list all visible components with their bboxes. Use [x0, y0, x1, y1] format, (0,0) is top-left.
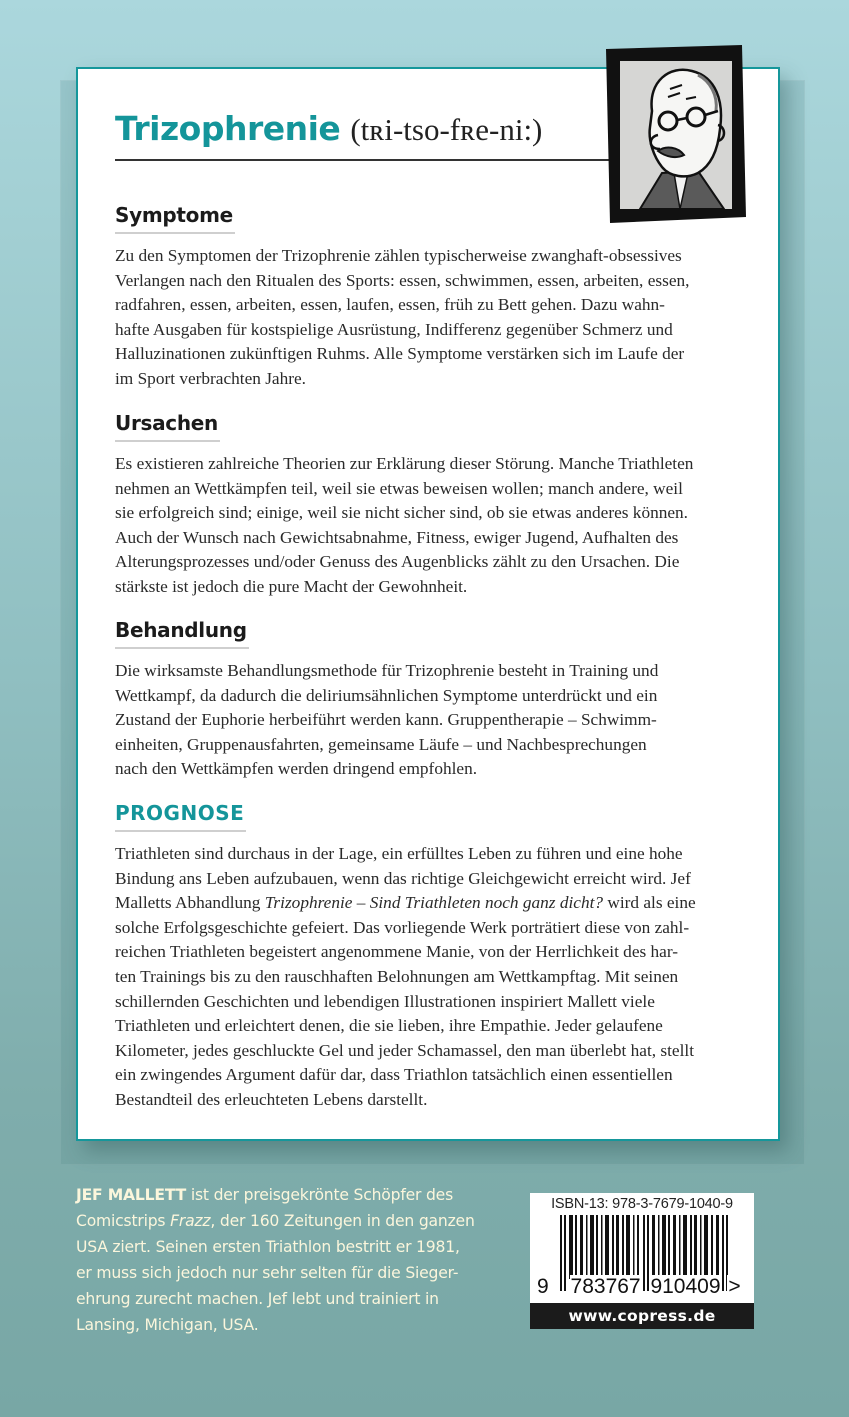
text-line: Zu den Symptomen der Trizophrenie zählen typischerweise zwanghaft-obsessives: [115, 246, 682, 265]
text-line: stärkste ist jedoch die pure Macht der Gewohnheit.: [115, 576, 468, 596]
text-fragment: Malletts Abhandlung: [115, 893, 265, 913]
author-bio: [76, 1183, 496, 1338]
section-heading: Ursachen: [115, 411, 220, 442]
text-line: [76, 1209, 496, 1235]
section-ursachen: [115, 411, 730, 600]
section-heading: Symptome: [115, 203, 235, 234]
text-line: [76, 1183, 496, 1209]
text-line: einheiten, Gruppenausfahrten, gemeinsame Läufe – und Nachbesprechungen: [115, 734, 647, 754]
text-line: [115, 891, 730, 916]
book-title: Trizophrenie – Sind Triathleten noch ganz dicht?: [264, 893, 604, 913]
publisher-url: www.copress.de: [530, 1303, 754, 1329]
text-line: Bindung ans Leben aufzubauen, wenn das richtige Gleichgewicht erreicht wird. Jef: [115, 868, 691, 888]
portrait-illustration-icon: [600, 41, 750, 225]
text-line: nach den Wettkämpfen werden dringend empfohlen.: [115, 759, 478, 779]
text-fragment: Comicstrips: [76, 1211, 171, 1230]
text-line: Wettkampf, da dadurch die deliriumsähnlichen Symptome unterdrückt und ein: [115, 685, 658, 705]
text-fragment: ist der preisgekrönte Schöpfer des: [186, 1186, 453, 1204]
text-line: radfahren, essen, arbeiten, essen, laufen, essen, früh zu Bett gehen. Dazu wahn-: [115, 295, 665, 315]
text-line: Kilometer, jedes geschluckte Gel und jeder Schamassel, den man überlebt hat, stellt: [115, 1040, 695, 1060]
text-line: nehmen an Wettkämpfen teil, weil sie etwas beweisen wollen; manch andere, weil: [115, 478, 683, 498]
text-line: im Sport verbrachten Jahre.: [115, 368, 306, 388]
text-line: sie erfolgreich sind; einige, weil sie nicht sicher sind, ob sie etwas anderes können.: [115, 503, 688, 523]
author-name: JEF MALLETT: [76, 1186, 187, 1204]
text-line: er muss sich jedoch nur sehr selten für die Sieger-: [76, 1263, 459, 1282]
isbn-label: ISBN-13: 978-3-7679-1040-9: [551, 1196, 733, 1212]
text-line: hafte Ausgaben für kostspielige Ausrüstung, Indifferenz gegenüber Schmerz und: [115, 319, 673, 339]
barcode-digit-prefix: 9: [537, 1275, 549, 1298]
text-line: solche Erfolgsgeschichte gefeiert. Das vorliegende Werk porträtiert diese von zahl-: [115, 917, 690, 937]
section-body: [115, 244, 730, 392]
text-line: Auch der Wunsch nach Gewichtsabnahme, Fitness, ewiger Jugend, Aufhalten des: [115, 527, 679, 547]
comic-title: Frazz: [170, 1211, 211, 1230]
text-line: Triathleten und erleichtert denen, die sie lieben, ihre Empathie. Jeder gelaufene: [115, 1016, 663, 1036]
section-behandlung: [115, 618, 730, 782]
section-body: [115, 452, 730, 600]
text-fragment: , der 160 Zeitungen in den ganzen: [210, 1211, 475, 1230]
barcode-digit-end: >: [728, 1275, 741, 1298]
section-heading: Behandlung: [115, 618, 249, 649]
section-body: [115, 842, 730, 1113]
content-card: [76, 67, 780, 1141]
text-fragment: wird als eine: [603, 893, 696, 913]
barcode-digits: [536, 1275, 750, 1299]
text-line: Halluzinationen zukünftigen Ruhms. Alle Symptome verstärken sich im Laufe der: [115, 344, 685, 364]
text-line: ten Trainings bis zu den rauschhaften Belohnungen am Wettkampftag. Mit seinen: [115, 966, 679, 986]
text-line: reichen Triathleten begeistert angenommene Manie, von der Herrlichkeit des har-: [115, 942, 679, 962]
text-line: Alterungsprozesses und/oder Genuss des Augenblicks zählt zu den Ursachen. Die: [115, 552, 680, 572]
text-line: Es existieren zahlreiche Theorien zur Erklärung dieser Störung. Manche Triathleten: [115, 454, 694, 473]
text-line: Triathleten sind durchaus in der Lage, ein erfülltes Leben zu führen und eine hohe: [115, 844, 683, 863]
section-body: [115, 659, 730, 782]
text-line: Lansing, Michigan, USA.: [76, 1315, 259, 1334]
text-line: Die wirksamste Behandlungsmethode für Trizophrenie besteht in Training und: [115, 661, 659, 680]
barcode-digit-group: 910409: [650, 1275, 721, 1298]
section-heading: PROGNOSE: [115, 801, 246, 832]
title-divider: [115, 159, 609, 161]
text-line: Verlangen nach den Ritualen des Sports: essen, schwimmen, essen, arbeiten, essen,: [115, 270, 690, 290]
text-line: schillernden Geschichten und lebendigen Illustrationen inspiriert Mallett viele: [115, 991, 655, 1011]
title-word: Trizophrenie: [115, 109, 341, 148]
isbn-barcode: [530, 1193, 754, 1329]
text-line: Bestandteil des erleuchteten Lebens darstellt.: [115, 1089, 428, 1109]
section-symptome: [115, 203, 730, 392]
barcode-digit-group: 783767: [570, 1275, 641, 1298]
text-line: USA ziert. Seinen ersten Triathlon bestritt er 1981,: [76, 1237, 460, 1256]
text-line: ehrung zurecht machen. Jef lebt und trainiert in: [76, 1289, 439, 1308]
text-line: Zustand der Euphorie herbeiführt werden kann. Gruppentherapie – Schwimm-: [115, 710, 657, 730]
title-pronunciation: (tʀi-tso-fʀe-ni:): [350, 112, 543, 147]
section-prognose: [115, 801, 730, 1113]
text-line: ein zwingendes Argument dafür dar, dass Triathlon tatsächlich einen essentiellen: [115, 1065, 673, 1085]
page-title: [115, 109, 542, 148]
